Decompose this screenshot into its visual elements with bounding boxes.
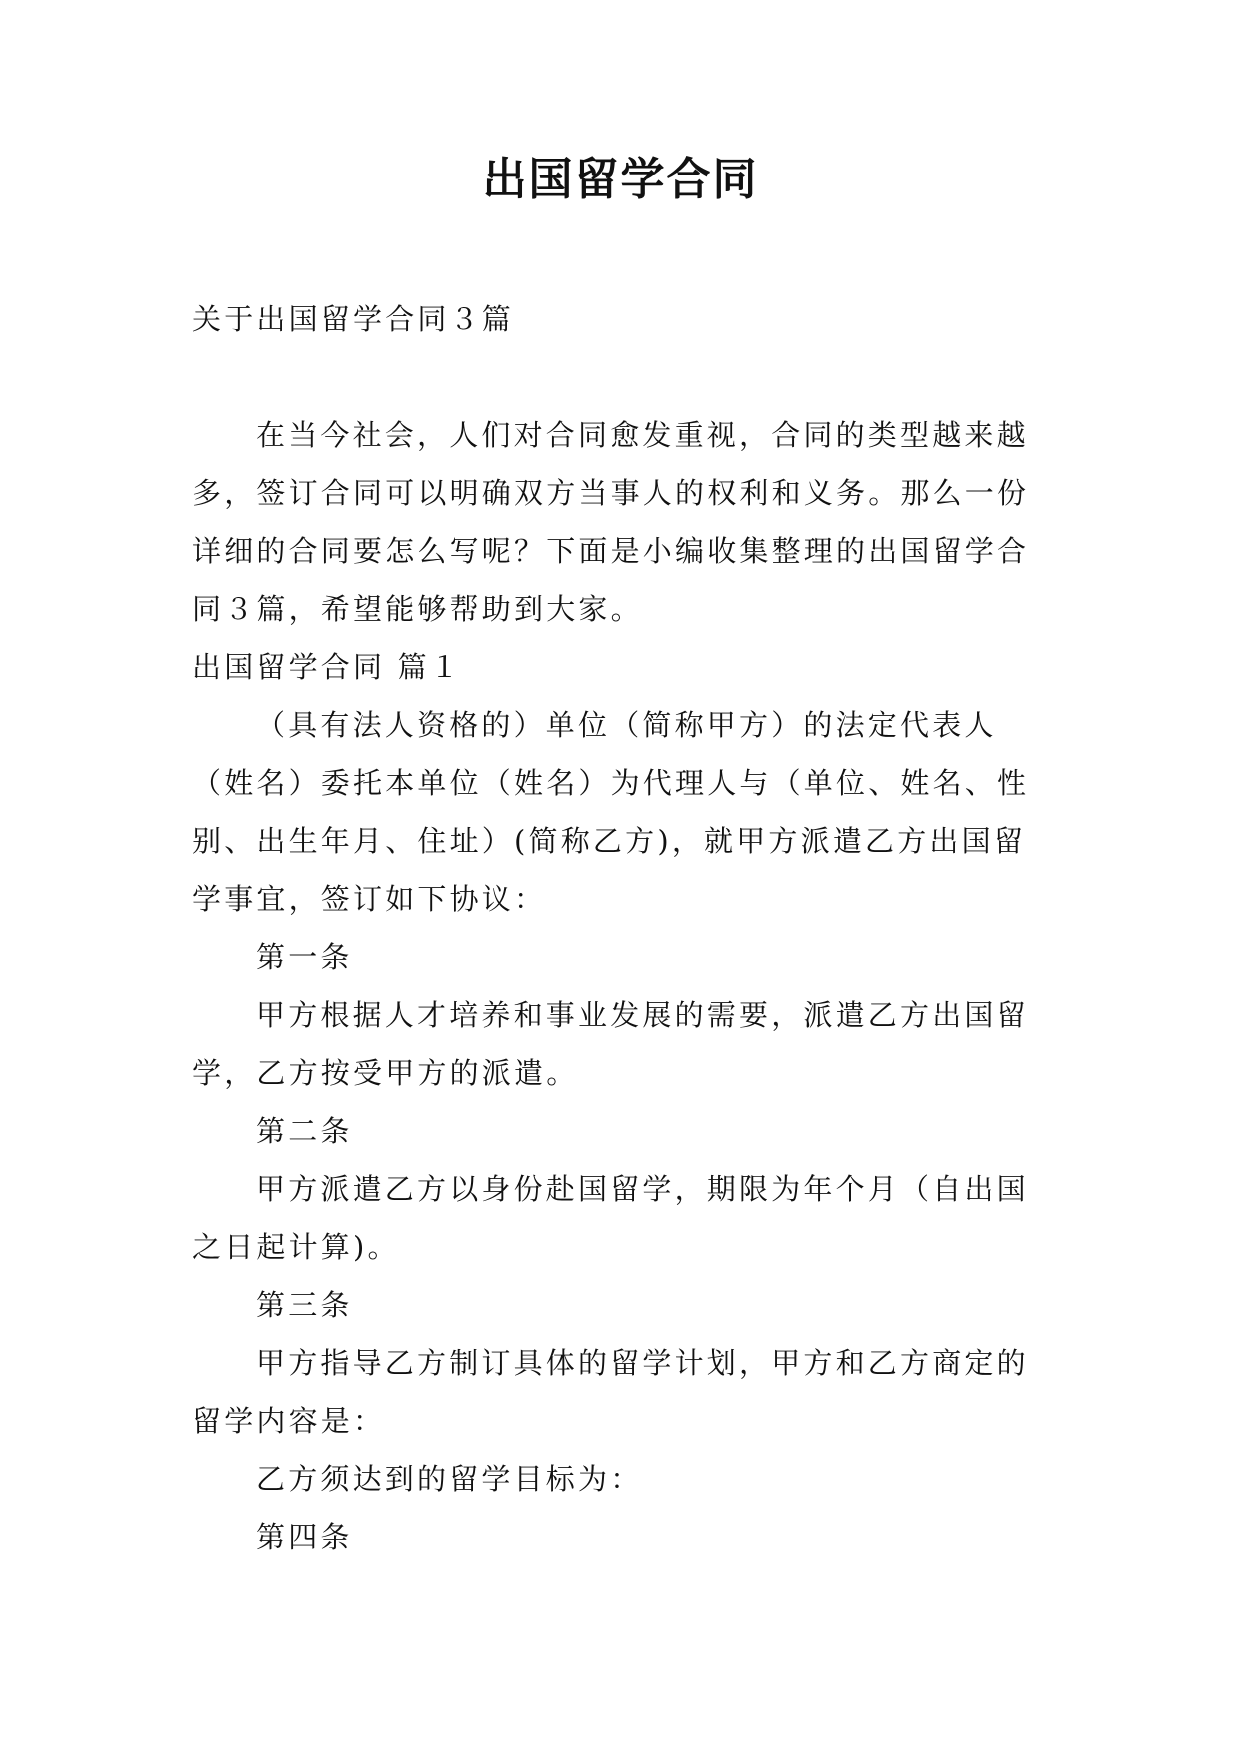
article-2-text: 甲方派遣乙方以身份赴国留学，期限为年个月（自出国之日起计算)。: [192, 1172, 1029, 1264]
preamble-paragraph: （具有法人资格的）单位（简称甲方）的法定代表人（姓名）委托本单位（姓名）为代理人与（单位、姓名、性别、出生年月、住址）(简称乙方)，就甲方派遣乙方出国留学事宜，签订如下协议：: [192, 708, 1030, 916]
article-4-heading: 第四条: [256, 1520, 353, 1554]
document-body: [192, 290, 1055, 1566]
article-1-heading: 第一条: [256, 940, 353, 974]
article-3-text: 甲方指导乙方制订具体的留学计划，甲方和乙方商定的留学内容是：: [192, 1346, 1029, 1438]
document-title: 出国留学合同: [482, 154, 759, 205]
document-subtitle: 关于出国留学合同３篇: [192, 302, 515, 336]
article-3-heading: 第三条: [256, 1288, 353, 1322]
article-2-heading: 第二条: [256, 1114, 353, 1148]
article-1-text: 甲方根据人才培养和事业发展的需要，派遣乙方出国留学，乙方按受甲方的派遣。: [192, 998, 1029, 1090]
article-3-goal: 乙方须达到的留学目标为：: [256, 1462, 643, 1496]
intro-paragraph: 在当今社会，人们对合同愈发重视，合同的类型越来越多，签订合同可以明确双方当事人的权利和义务。那么一份详细的合同要怎么写呢？下面是小编收集整理的出国留学合同３篇，希望能够帮助到大家。: [192, 418, 1030, 626]
section-heading: 出国留学合同 篇１: [192, 650, 463, 684]
